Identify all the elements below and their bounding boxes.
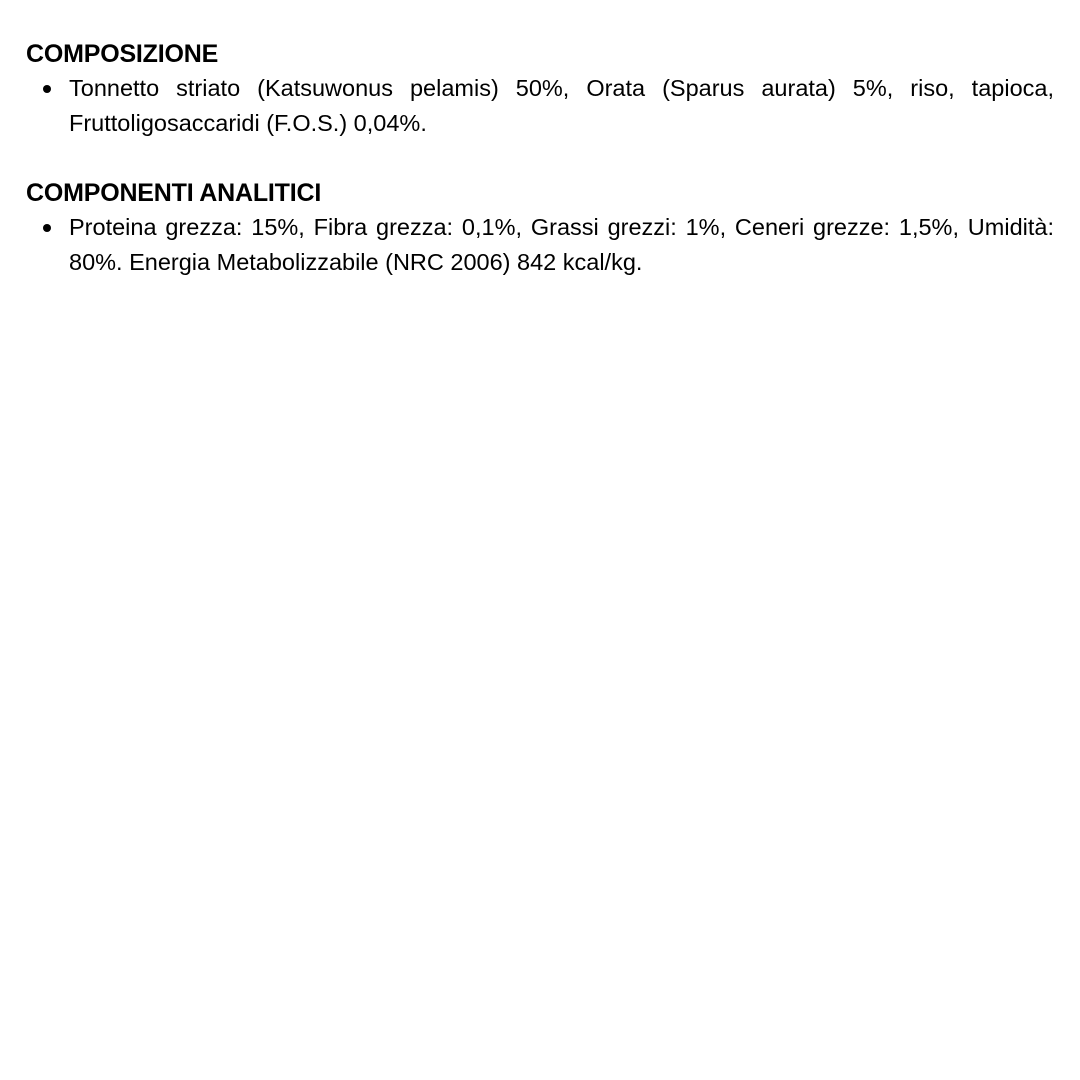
- list-item-text: Proteina grezza: 15%, Fibra grezza: 0,1%, Grassi grezzi: 1%, Ceneri grezze: 1,5%, Umidità: 80%. Energia Metabolizzabile (NRC 2006) 842 kcal/kg.: [69, 214, 1054, 275]
- bullet-list: [26, 210, 1054, 280]
- bullet-icon: [43, 224, 51, 232]
- section-heading: COMPOSIZIONE: [26, 40, 219, 68]
- section-heading: COMPONENTI ANALITICI: [26, 179, 322, 207]
- list-item-text: Tonnetto striato (Katsuwonus pelamis) 50%, Orata (Sparus aurata) 5%, riso, tapioca, Fruttoligosaccaridi (F.O.S.) 0,04%.: [69, 75, 1054, 136]
- bullet-list: [26, 71, 1054, 141]
- bullet-icon: [43, 85, 51, 93]
- section-componenti-analitici: [26, 177, 1054, 280]
- list-item: [26, 71, 1054, 141]
- section-composizione: [26, 38, 1054, 141]
- list-item: [26, 210, 1054, 280]
- document-body: [26, 38, 1054, 280]
